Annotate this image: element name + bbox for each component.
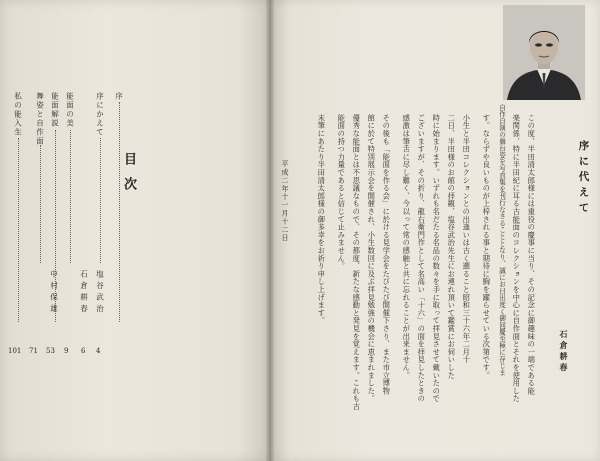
toc-page-number: 53 bbox=[46, 347, 55, 355]
toc-entry-title: 序にかえて bbox=[95, 92, 105, 137]
toc-leader bbox=[70, 130, 71, 263]
preface-heading: 序に代えて bbox=[577, 140, 590, 218]
toc-heading: 目次 bbox=[121, 152, 136, 202]
toc-entry-title: 私の能入生 bbox=[13, 92, 23, 137]
preface-line: 能面の持つ力量であると信じて止みません。 bbox=[337, 114, 347, 270]
toc-entry-author: 石倉耕春 bbox=[79, 270, 89, 316]
toc-entry-author: 中村保雄 bbox=[49, 270, 59, 316]
toc-leader bbox=[119, 102, 120, 322]
toc-page-number: 71 bbox=[29, 347, 38, 355]
preface-line: す。ならずや良いものが上梓される事と期待に胸を躍らせている次第です。 bbox=[482, 114, 492, 380]
preface-line: 楽関係、特に半田紀に耳る古能面のコレクションを中心に自作面とそれを使用した bbox=[512, 114, 522, 403]
toc-leader bbox=[100, 138, 101, 263]
preface-line: 小生と半田コレクションとの出逢いは古く遡ること昭和三十六年二月十 bbox=[462, 114, 472, 364]
preface-line: ございますが、その折り、龍右衛門作として名高い「十六」の面を拝見したときの bbox=[417, 114, 427, 403]
preface-author: 石倉耕春 bbox=[559, 330, 569, 374]
preface-line: 二日、半田様のお館の拝観、塩谷武治先生にお連れ頂いて鑑賞にお伺いした bbox=[447, 114, 457, 380]
toc-page-number: 4 bbox=[96, 347, 101, 355]
toc-entry-title: 能面の美 bbox=[65, 92, 75, 128]
book-gutter bbox=[266, 0, 274, 461]
toc-entry-title: 舞姿と自作面 bbox=[35, 92, 45, 146]
portrait-photo-icon bbox=[503, 5, 585, 100]
preface-line: 館に於て特別展示会を開催され、小生数回に及ぶ拝見勉強の機会に恵まれました。 bbox=[367, 114, 377, 403]
preface-line: 末筆にあたり半田清太郎様の御多幸をお祈り申し上げます。 bbox=[317, 114, 327, 325]
toc-entry-title: 序 bbox=[114, 92, 124, 101]
preface-line: その後も「能面を作る会」に於ける見学会をたびたび開催下さり、また市立博物 bbox=[382, 114, 392, 395]
preface-line: 優秀な能面とは不思議なもので、その都度、新たな感動と発見を覚えます。これも古 bbox=[352, 114, 362, 411]
toc-page-number: 9 bbox=[64, 347, 69, 355]
preface-line: この度、半田清太郎様には重役の慶事に当り、その記念に御趣味の一端である能 bbox=[527, 114, 537, 395]
preface-line: 感激は筆舌に尽し難く、今以って常の感触と共に忘れることが出来ません。 bbox=[402, 114, 412, 380]
preface-line: 自作自演の舞台姿を写真集を刊行なさることとなり、誠にお目出度く御同慶至極に存じま bbox=[497, 104, 506, 376]
toc-entry-author: 塩谷武治 bbox=[95, 270, 105, 316]
preface-date: 平成二年十一月十二日 bbox=[281, 160, 289, 242]
toc-entry-title: 能面解説 bbox=[50, 92, 60, 128]
toc-page-number: 101 bbox=[8, 347, 22, 355]
preface-line: 時に始まります。いずれも名だたる名品の数々を手に取って拝見させて戴いたので bbox=[432, 114, 442, 403]
toc-leader bbox=[18, 138, 19, 322]
toc-page-number: 6 bbox=[81, 347, 86, 355]
toc-leader bbox=[40, 145, 41, 263]
